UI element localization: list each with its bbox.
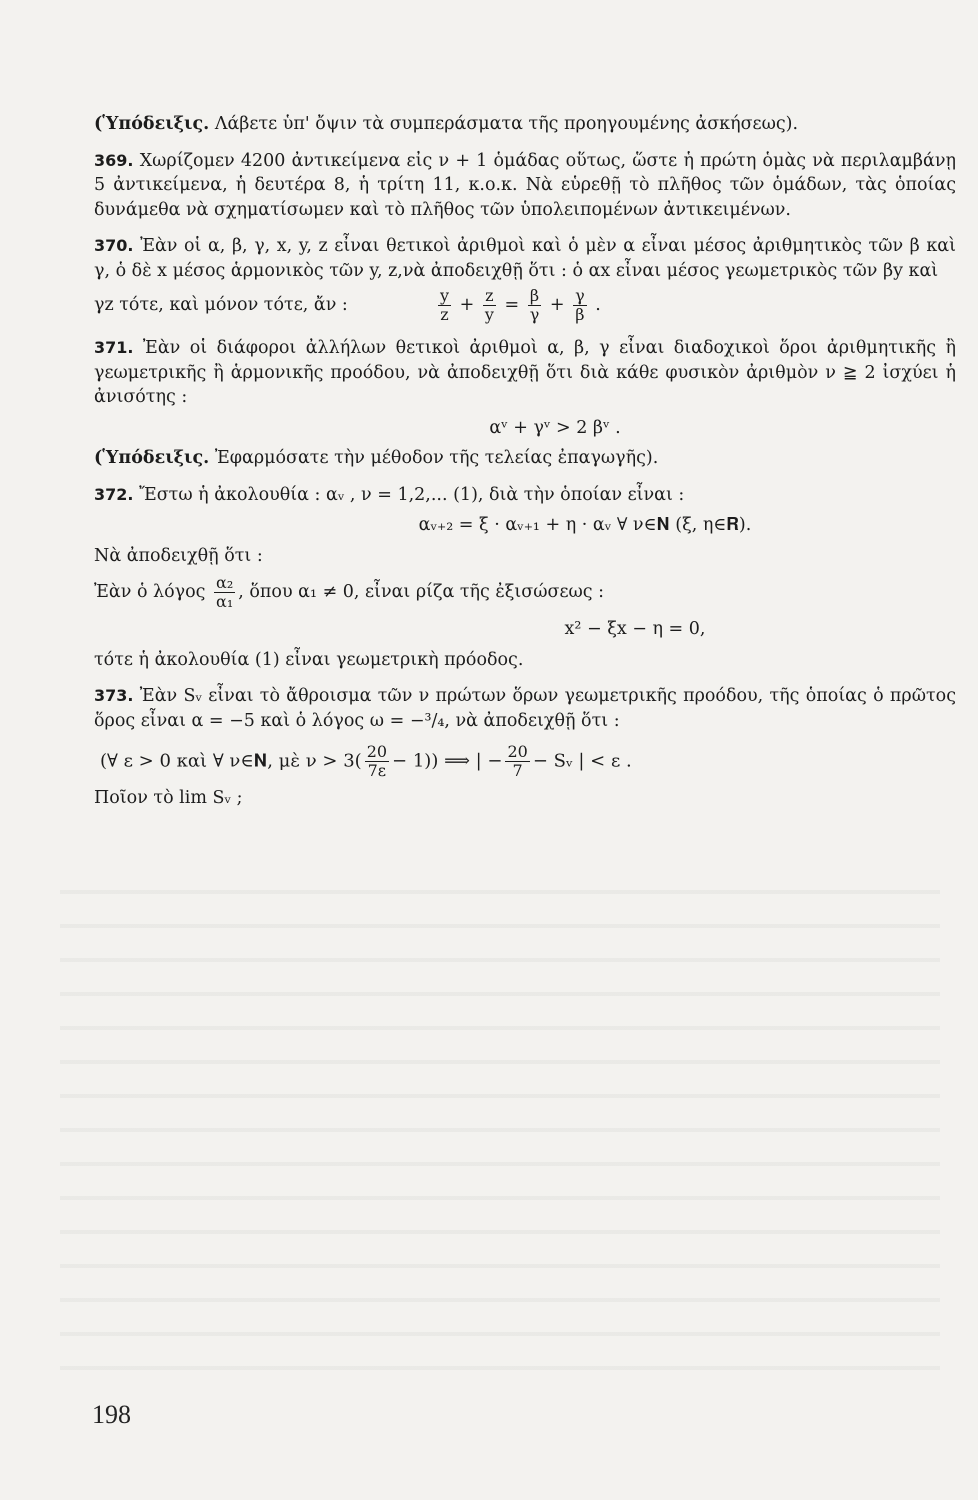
condition-text: γz τότε, καὶ μόνον τότε, ἄν : xyxy=(94,295,348,315)
hint-text: Ἐφαρμόσατε τὴν μέθοδον τῆς τελείας ἐπαγωγῆς). xyxy=(214,448,659,468)
fraction-ratio: $\frac{\text{α₂}}{\text{α₁}}$ xyxy=(216,573,234,611)
hint-label: (Ὑπόδειξις. xyxy=(94,114,210,134)
exercise-370-condition: γz τότε, καὶ μόνον τότε, ἄν : $\frac{y}{z}$ + $\frac{z}{y}$ = $\frac{\beta}{\gamma}$ + $\frac{\gamma}{\beta}$ . xyxy=(94,286,601,324)
inequality-formula: αᵛ + γᵛ > 2 βᵛ . xyxy=(489,417,621,438)
equals-sign: = xyxy=(504,295,520,315)
fraction-20-over-7: $\frac{20}{7}$ xyxy=(507,742,528,780)
page-number: 198 xyxy=(92,1400,131,1429)
recurrence-formula: αᵥ₊₂ = ξ · αᵥ₊₁ + η · αᵥ ∀ ν∈𝐍 (ξ, η∈𝐑). xyxy=(418,515,752,535)
hint-371 xyxy=(94,446,956,471)
hint-previous xyxy=(94,112,956,137)
exercise-371 xyxy=(94,336,956,410)
exercise-number: 370. xyxy=(94,236,134,255)
plus-sign: + xyxy=(549,295,565,315)
hint-label: (Ὑπόδειξις. xyxy=(94,448,210,468)
exercise-373 xyxy=(94,684,956,733)
fraction-z-over-y: $\frac{z}{y}$ xyxy=(484,286,494,324)
hint-text: Λάβετε ὑπ' ὄψιν τὰ συμπεράσματα τῆς προηγουμένης ἀσκήσεως). xyxy=(214,114,799,134)
exercise-372 xyxy=(94,483,956,508)
plus-sign: + xyxy=(459,295,475,315)
page-content xyxy=(94,112,956,811)
exercise-number: 369. xyxy=(94,150,134,170)
exercise-text: Ἔστω ἡ ἀκολουθία : αᵥ , ν = 1,2,... (1), διὰ τὴν ὁποίαν εἶναι : xyxy=(139,484,685,505)
exercise-number: 372. xyxy=(94,484,134,504)
limit-formula: (∀ ε > 0 καὶ ∀ ν∈𝐍, μὲ ν > 3( $\frac{20}{7\varepsilon}$ − 1)) ⟹ | − $\frac{20}{7}$ − Sᵥ | < ε . xyxy=(100,742,632,780)
quadratic-equation: x² − ξx − η = 0, xyxy=(564,619,706,639)
bleed-through-background xyxy=(60,860,940,1380)
exercise-text: Ἐὰν οἱ α, β, γ, x, y, z εἶναι θετικοὶ ἀριθμοὶ καὶ ὁ μὲν α εἶναι μέσος ἀριθμητικὸς τῶν β καὶ γ, ὁ δὲ x μέσος ἁρμονικὸς τῶν y, z,νὰ ἀποδειχθῇ ὅτι : ὁ αx εἶναι μέσος γεωμετρικὸς τῶν βy καὶ xyxy=(94,236,956,281)
ratio-condition: Ἐὰν ὁ λόγος $\frac{\text{α₂}}{\text{α₁}}$ , ὅπου α₁ ≠ 0, εἶναι ρίζα τῆς ἐξισώσεως : xyxy=(94,573,605,611)
exercise-text: Ἐὰν Sᵥ εἶναι τὸ ἄθροισμα τῶν ν πρώτων ὅρων γεωμετρικῆς προόδου, τῆς ὁποίας ὁ πρῶτος ὅρος εἶναι α = −5 καὶ ὁ λόγος ω = −³/₄, νὰ ἀποδειχθῇ ὅτι : xyxy=(94,686,956,731)
fraction-y-over-z: $\frac{y}{z}$ xyxy=(439,286,450,324)
fraction-beta-over-gamma: $\frac{\beta}{\gamma}$ xyxy=(529,286,540,324)
exercise-number: 371. xyxy=(94,338,134,357)
limit-question: Ποῖον τὸ lim Sᵥ ; xyxy=(94,788,243,808)
exercise-370 xyxy=(94,234,956,283)
exercise-369 xyxy=(94,149,956,223)
fraction-20-over-7epsilon: $\frac{20}{7\varepsilon}$ xyxy=(366,742,388,780)
exercise-text: Ἐὰν οἱ διάφοροι ἀλλήλων θετικοὶ ἀριθμοὶ α, β, γ εἶναι διαδοχικοὶ ὅροι ἀριθμητικῆς ἢ γεωμετρικῆς ἢ ἁρμονικῆς προόδου, νὰ ἀποδειχθῇ ὅτι διὰ κάθε φυσικὸν ἀριθμὸν ν ≧ 2 ἰσχύει ἡ ἀνισότης : xyxy=(94,338,956,407)
exercise-text: Χωρίζομεν 4200 ἀντικείμενα εἰς ν + 1 ὁμάδας οὕτως, ὥστε ἡ πρώτη ὁμὰς νὰ περιλαμβάνῃ 5 ἀντικείμενα, ἡ δευτέρα 8, ἡ τρίτη 11, κ.ο.κ. Νὰ εὑρεθῇ τὸ πλῆθος τῶν ὁμάδων, τὰς ὁποίας δυνάμεθα νὰ σχηματίσωμεν καὶ τὸ πλῆθος τῶν ὑπολειπομένων ἀντικειμένων. xyxy=(94,150,956,220)
prove-statement: Νὰ ἀποδειχθῇ ὅτι : xyxy=(94,545,263,566)
exercise-number: 373. xyxy=(94,686,134,705)
fraction-gamma-over-beta: $\frac{\gamma}{\beta}$ xyxy=(575,286,585,324)
conclusion: τότε ἡ ἀκολουθία (1) εἶναι γεωμετρικὴ πρόοδος. xyxy=(94,649,524,670)
